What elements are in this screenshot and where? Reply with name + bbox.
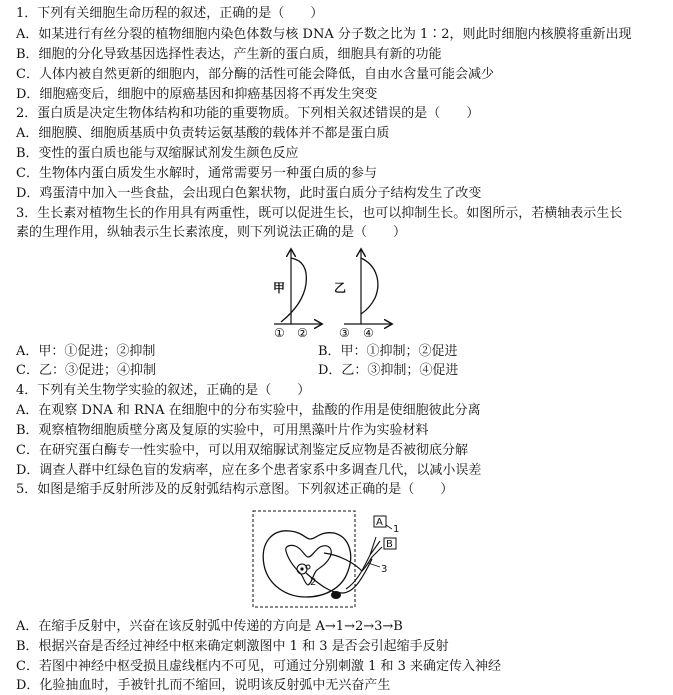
label-3: 3 — [381, 564, 388, 575]
q2-stem: 2．蛋白质是决定生物体结构和功能的重要物质。下列相关叙述错误的是（ ） — [16, 106, 480, 121]
q3-option-a: A．甲：①促进；②抑制 — [16, 344, 156, 359]
q1-option-a: A．如某进行有丝分裂的植物细胞内染色体数与核 DNA 分子数之比为 1∶2，则此时细胞内核膜将重新出现 — [16, 27, 632, 42]
spinal-cord-outline — [263, 531, 350, 597]
q5-option-d: D．化验抽血时，手被针扎而不缩回，说明该反射弧中无兴奋产生 — [16, 678, 391, 693]
jia-label: 甲 — [273, 281, 286, 295]
q5-option-b: B．根据兴奋是否经过神经中枢来确定刺激图中 1 和 3 是否会引起缩手反射 — [16, 639, 449, 654]
q3-option-c: C．乙：③促进；④抑制 — [16, 363, 156, 378]
label-1: 1 — [393, 524, 400, 535]
q3-option-d: D．乙：③抑制；④促进 — [318, 363, 459, 378]
q2-option-d: D．鸡蛋清中加入一些食盐，会出现白色絮状物，此时蛋白质分子结构发生了改变 — [16, 186, 482, 201]
q2-option-a: A．细胞膜、细胞质基质中负责转运氨基酸的载体并不都是蛋白质 — [16, 126, 390, 141]
q1-option-d: D．细胞癌变后，细胞中的原癌基因和抑癌基因将不再发生突变 — [16, 87, 378, 102]
graph-jia — [273, 250, 321, 340]
q1-option-c: C．人体内被自然更新的细胞内，部分酶的活性可能会降低，自由水含量可能会减少 — [16, 67, 494, 82]
auxin-figure — [262, 246, 422, 340]
reflex-arc-figure — [250, 507, 410, 611]
yi-label: 乙 — [334, 281, 347, 295]
q4-option-c: C．在研究蛋白酶专一性实验中，可以用双缩脲试剂鉴定反应物是否被彻底分解 — [16, 443, 468, 458]
q4-option-b: B．观察植物细胞质壁分离及复原的实验中，可用黑藻叶片作为实验材料 — [16, 423, 429, 438]
label-b: B — [386, 539, 393, 550]
graph-yi — [334, 250, 391, 340]
label-a: A — [376, 517, 383, 528]
label-2: 2 — [310, 577, 317, 588]
q3-stem-line2: 素的生理作用，纵轴表示生长素浓度，则下列说法正确的是（ ） — [16, 225, 407, 240]
q4-stem: 4．下列有关生物学实验的叙述，正确的是（ ） — [16, 383, 311, 398]
q3-stem-line1: 3．生长素对植物生长的作用具有两重性，既可以促进生长，也可以抑制生长。如图所示，若横轴表示生长 — [16, 206, 623, 221]
q5-option-a: A．在缩手反射中，兴奋在该反射弧中传递的方向是 A→1→2→3→B — [16, 619, 403, 634]
q4-option-d: D．调查人群中红绿色盲的发病率，应在多个患者家系中多调查几代，以减小误差 — [16, 463, 482, 478]
jia-mark-1: ① — [274, 326, 285, 340]
q3-option-b: B．甲：①抑制；②促进 — [318, 344, 458, 359]
q1-stem: 1．下列有关细胞生命历程的叙述，正确的是（ ） — [16, 6, 324, 21]
q1-option-b: B．细胞的分化导致基因选择性表达，产生新的蛋白质，细胞具有新的功能 — [16, 47, 442, 62]
q2-option-b: B．变性的蛋白质也能与双缩脲试剂发生颜色反应 — [16, 146, 299, 161]
q5-option-c: C．若图中神经中枢受损且虚线框内不可见，可通过分别刺激 1 和 3 来确定传入神经 — [16, 659, 502, 674]
yi-mark-4: ④ — [363, 326, 374, 340]
q2-option-c: C．生物体内蛋白质发生水解时，通常需要另一种蛋白质的参与 — [16, 166, 377, 181]
yi-curve — [361, 258, 378, 314]
yi-mark-3: ③ — [339, 326, 350, 340]
q4-option-a: A．在观察 DNA 和 RNA 在细胞中的分布实验中，盐酸的作用是使细胞彼此分离 — [16, 403, 481, 418]
q5-stem: 5．如图是缩手反射所涉及的反射弧结构示意图。下列叙述正确的是（ ） — [16, 482, 454, 497]
jia-mark-2: ② — [297, 326, 308, 340]
